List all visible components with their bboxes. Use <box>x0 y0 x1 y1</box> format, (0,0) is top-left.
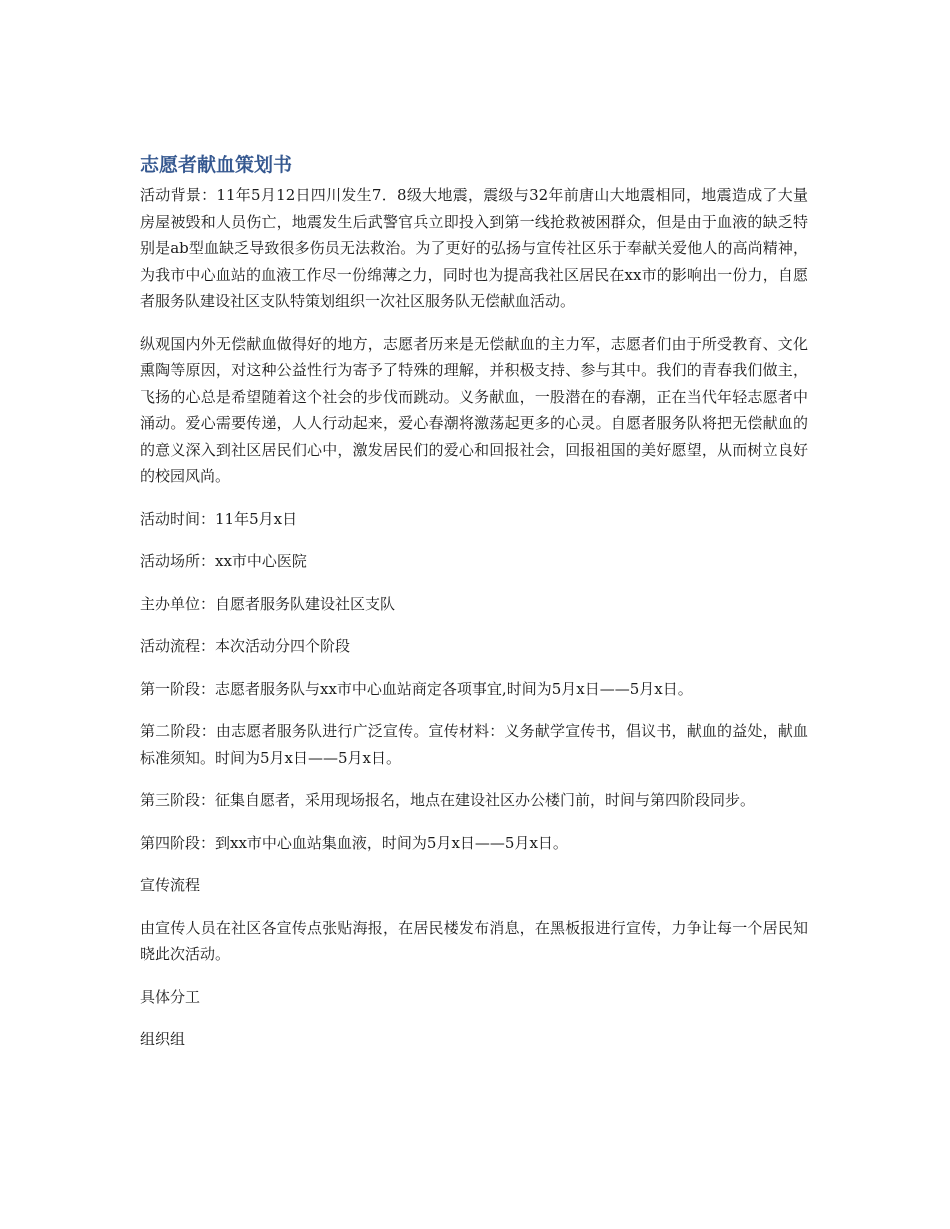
paragraph-stage-two: 第二阶段：由志愿者服务队进行广泛宣传。宣传材料：义务献学宣传书，倡议书，献血的益处，献血标准须知。时间为5月x日——5月x日。 <box>140 722 808 767</box>
paragraph-organizer: 主办单位：自愿者服务队建设社区支队 <box>140 594 396 613</box>
document-title: 志愿者献血策划书 <box>140 154 293 176</box>
paragraph-division-heading: 具体分工 <box>140 987 201 1006</box>
paragraph-publicity-detail: 由宣传人员在社区各宣传点张贴海报，在居民楼发布消息，在黑板报进行宣传，力争让每一个居民知晓此次活动。 <box>140 918 808 963</box>
paragraph-activity-time: 活动时间：11年5月x日 <box>140 509 298 528</box>
document-body <box>140 150 808 1069</box>
paragraph-stage-one: 第一阶段：志愿者服务队与xx市中心血站商定各项事宜,时间为5月x日——5月x日。 <box>140 679 693 698</box>
paragraph-publicity-heading: 宣传流程 <box>140 876 201 894</box>
paragraph-stage-four: 第四阶段：到xx市中心血站集血液，时间为5月x日——5月x日。 <box>140 833 568 852</box>
paragraph-overview: 纵观国内外无偿献血做得好的地方，志愿者历来是无偿献血的主力军，志愿者们由于所受教育、文化熏陶等原因，对这种公益性行为寄予了特殊的理解，并积极支持、参与其中。我们的青春我们做主，飞扬的心总是希望随着这个社会的步伐而跳动。义务献血，一股潜在的春潮，正在当代年轻志愿者中涌动。爱心需要传递，人人行动起来，爱心春潮将激荡起更多的心灵。自愿者服务队将把无偿献血的的意义深入到社区居民们心中，激发居民们的爱心和回报社会，回报祖国的美好愿望，从而树立良好的校园风尚。 <box>140 334 808 485</box>
paragraph-activity-flow: 活动流程：本次活动分四个阶段 <box>140 637 351 655</box>
paragraph-stage-three: 第三阶段：征集自愿者，采用现场报名，地点在建设社区办公楼门前，时间与第四阶段同步。 <box>140 791 756 809</box>
paragraph-activity-venue: 活动场所：xx市中心医院 <box>140 552 307 570</box>
paragraph-background: 活动背景：11年5月12日四川发生7．8级大地震，震级与32年前唐山大地震相同，地震造成了大量房屋被毁和人员伤亡，地震发生后武警官兵立即投入到第一线抢救被困群众，但是由于血液的缺乏特别是ab型血缺乏导致很多伤员无法救治。为了更好的弘扬与宣传社区乐于奉献关爱他人的高尚精神，为我市中心血站的血液工作尽一份绵薄之力，同时也为提高我社区居民在xx市的影响出一份力，自愿者服务队建设社区支队特策划组织一次社区服务队无偿献血活动。 <box>140 186 808 310</box>
paragraph-organizing-group: 组织组 <box>140 1030 186 1048</box>
